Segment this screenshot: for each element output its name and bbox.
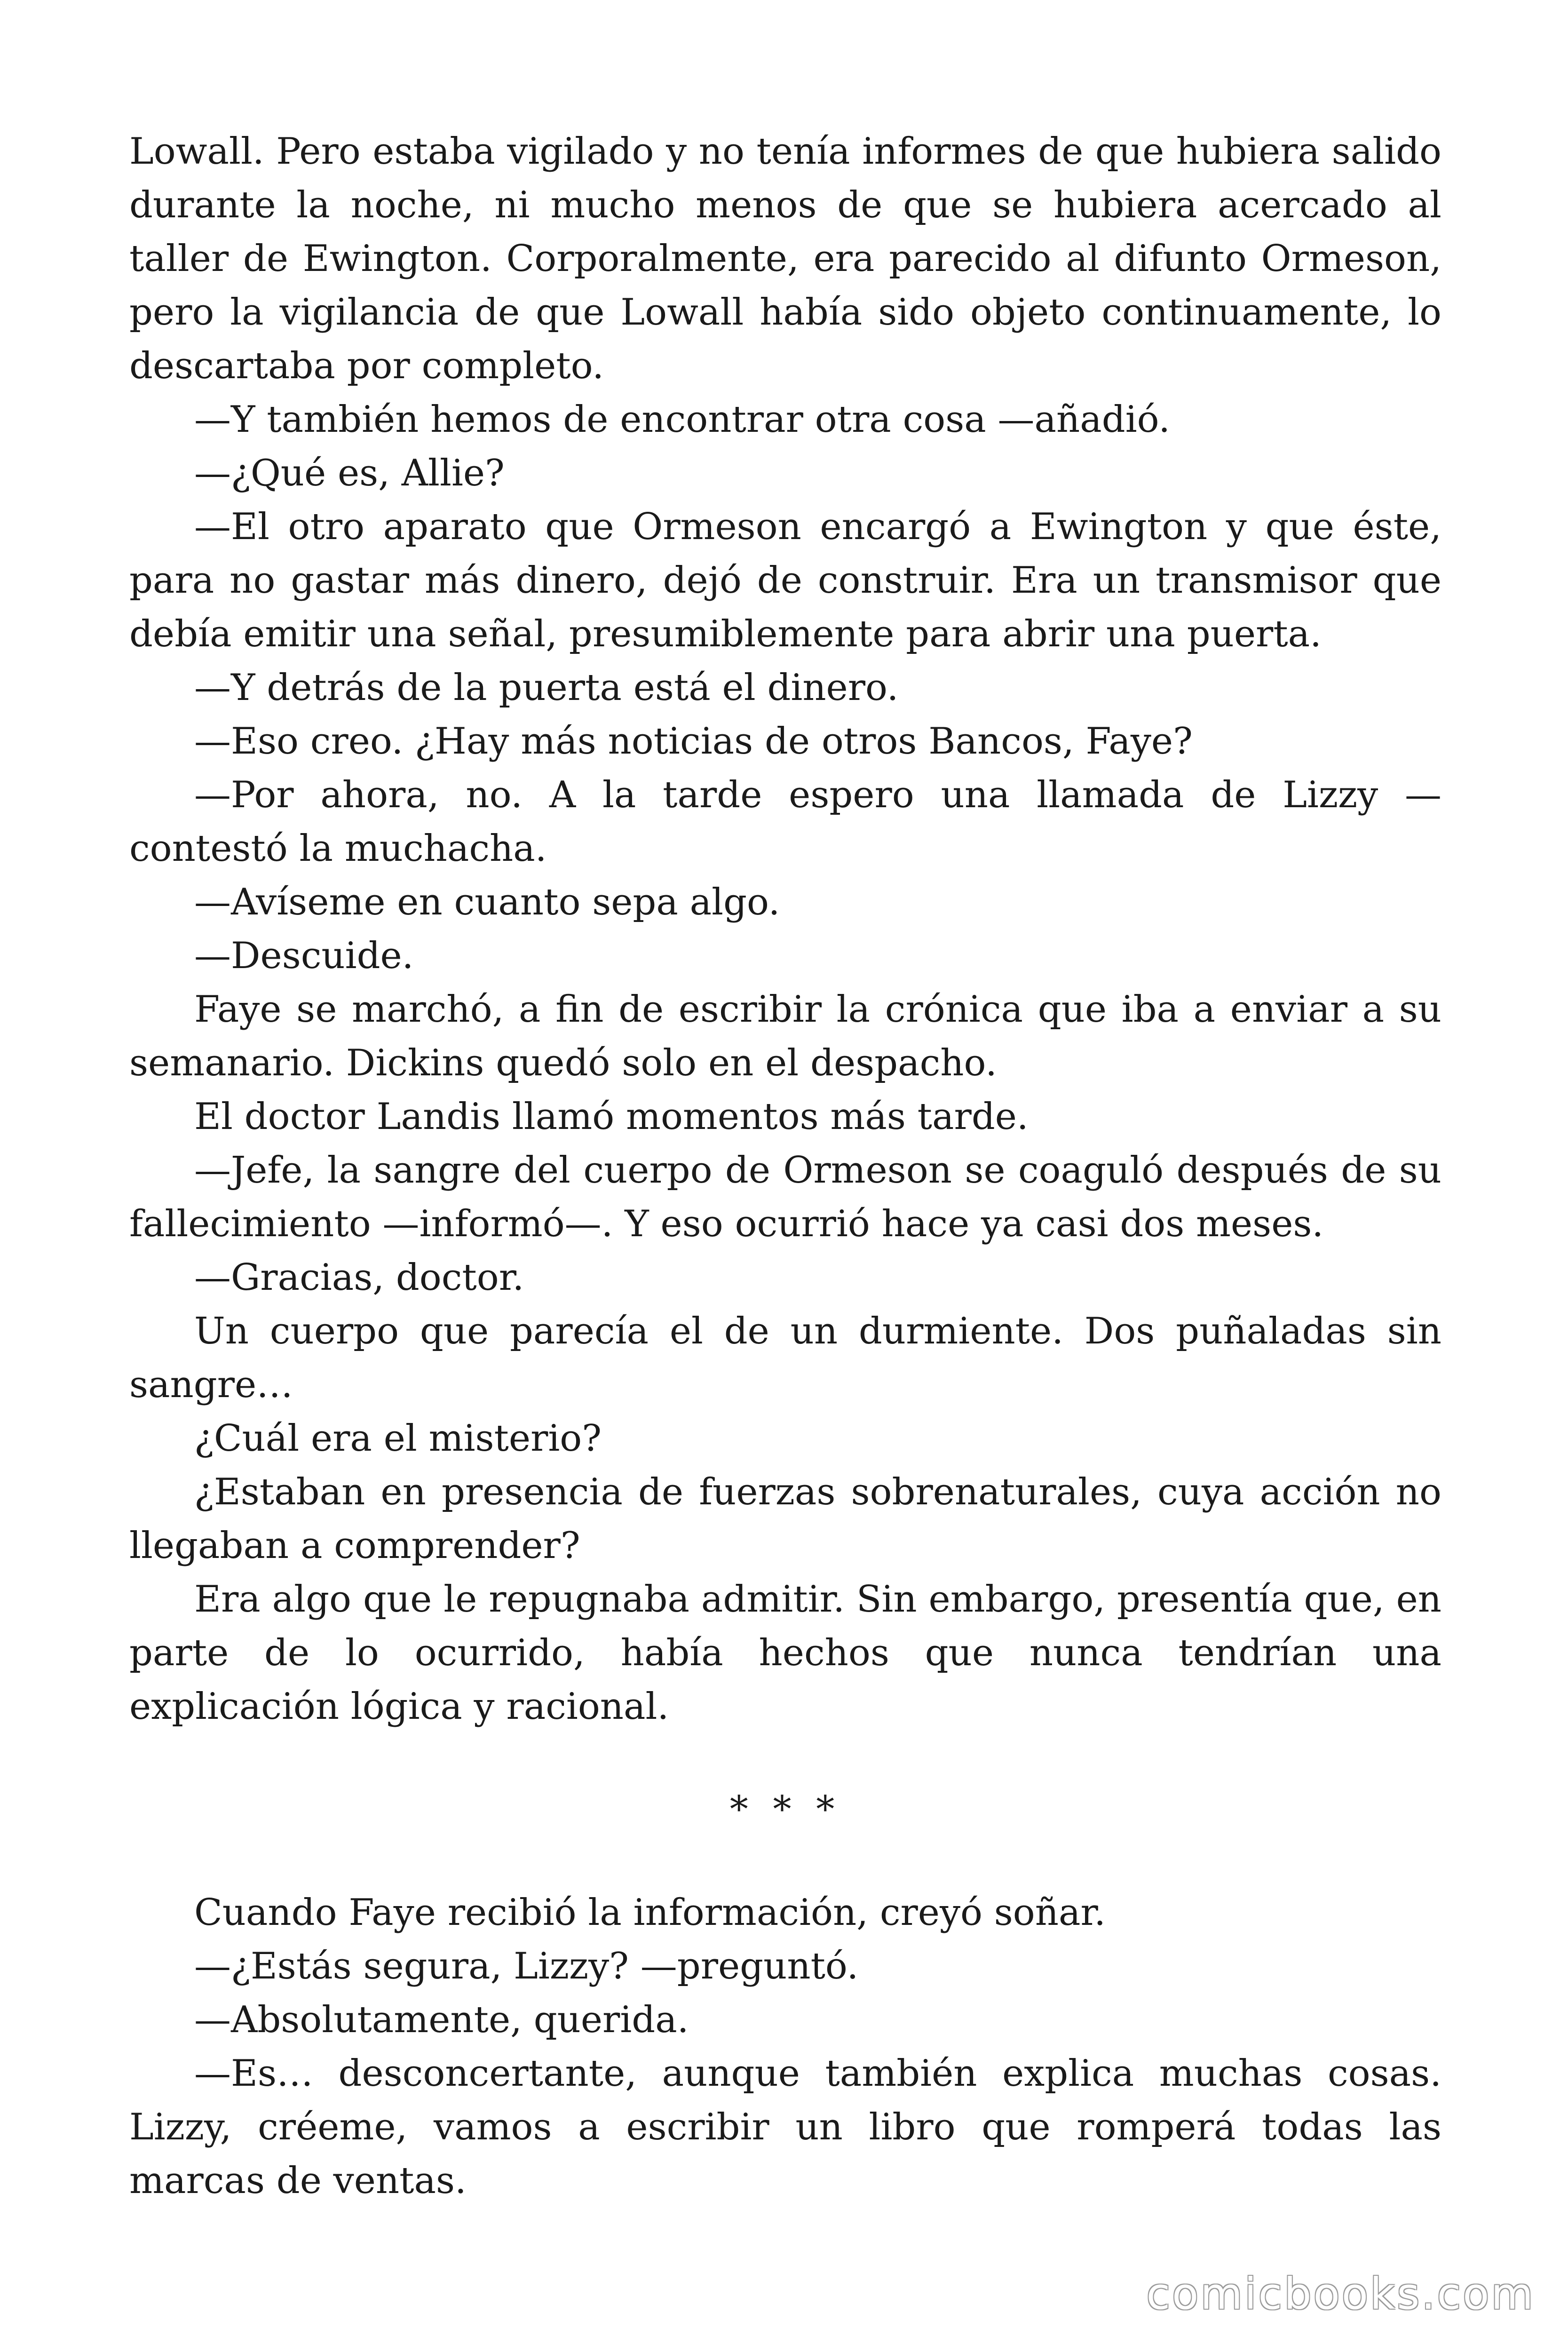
paragraph: —Por ahora, no. A la tarde espero una llamada de Lizzy — contestó la muchacha. (129, 774, 1441, 870)
paragraph: —Avíseme en cuanto sepa algo. (194, 881, 780, 923)
watermark: comicbooks.com (1146, 2269, 1535, 2319)
paragraph: Cuando Faye recibió la información, creyó soñar. (194, 1891, 1106, 1934)
paragraph: —Gracias, doctor. (194, 1256, 524, 1299)
page-body (129, 125, 1441, 2208)
paragraph: —Es… desconcertante, aunque también explica muchas cosas. Lizzy, créeme, vamos a escribir un libro que romperá todas las marcas de ventas. (129, 2052, 1441, 2202)
paragraph: Lowall. Pero estaba vigilado y no tenía informes de que hubiera salido durante la noche, ni mucho menos de que se hubiera acercado al taller de Ewington. Corporalmente, era parecido al difunto Ormeson, pero la vigilancia de que Lowall había sido objeto continuamente, lo descartaba por completo. (129, 130, 1441, 387)
paragraph: —Y detrás de la puerta está el dinero. (194, 667, 899, 709)
paragraph: —Jefe, la sangre del cuerpo de Ormeson se coaguló después de su fallecimiento —informó—. Y eso ocurrió hace ya casi dos meses. (129, 1149, 1441, 1245)
paragraph: —¿Qué es, Allie? (194, 452, 505, 494)
paragraph: Faye se marchó, a fin de escribir la crónica que iba a enviar a su semanario. Dickins quedó solo en el despacho. (129, 988, 1441, 1084)
paragraph: —El otro aparato que Ormeson encargó a Ewington y que éste, para no gastar más dinero, dejó de construir. Era un transmisor que debía emitir una señal, presumiblemente para abrir una puerta. (129, 506, 1441, 655)
paragraph: El doctor Landis llamó momentos más tarde. (194, 1096, 1029, 1138)
paragraph: —¿Estás segura, Lizzy? —preguntó. (194, 1945, 859, 1987)
paragraph: —Eso creo. ¿Hay más noticias de otros Bancos, Faye? (194, 720, 1193, 763)
paragraph: Era algo que le repugnaba admitir. Sin embargo, presentía que, en parte de lo ocurrido, había hechos que nunca tendrían una explicación lógica y racional. (129, 1578, 1441, 1728)
paragraph: ¿Cuál era el misterio? (194, 1417, 602, 1460)
paragraph: Un cuerpo que parecía el de un durmiente. Dos puñaladas sin sangre… (129, 1310, 1441, 1406)
paragraph: —Descuide. (194, 935, 414, 977)
paragraph: ¿Estaban en presencia de fuerzas sobrenaturales, cuya acción no llegaban a comprender? (129, 1471, 1441, 1567)
section-separator: * * * (729, 1788, 841, 1831)
paragraph: —Absolutamente, querida. (194, 1999, 689, 2041)
paragraph: —Y también hemos de encontrar otra cosa —añadió. (194, 398, 1171, 441)
